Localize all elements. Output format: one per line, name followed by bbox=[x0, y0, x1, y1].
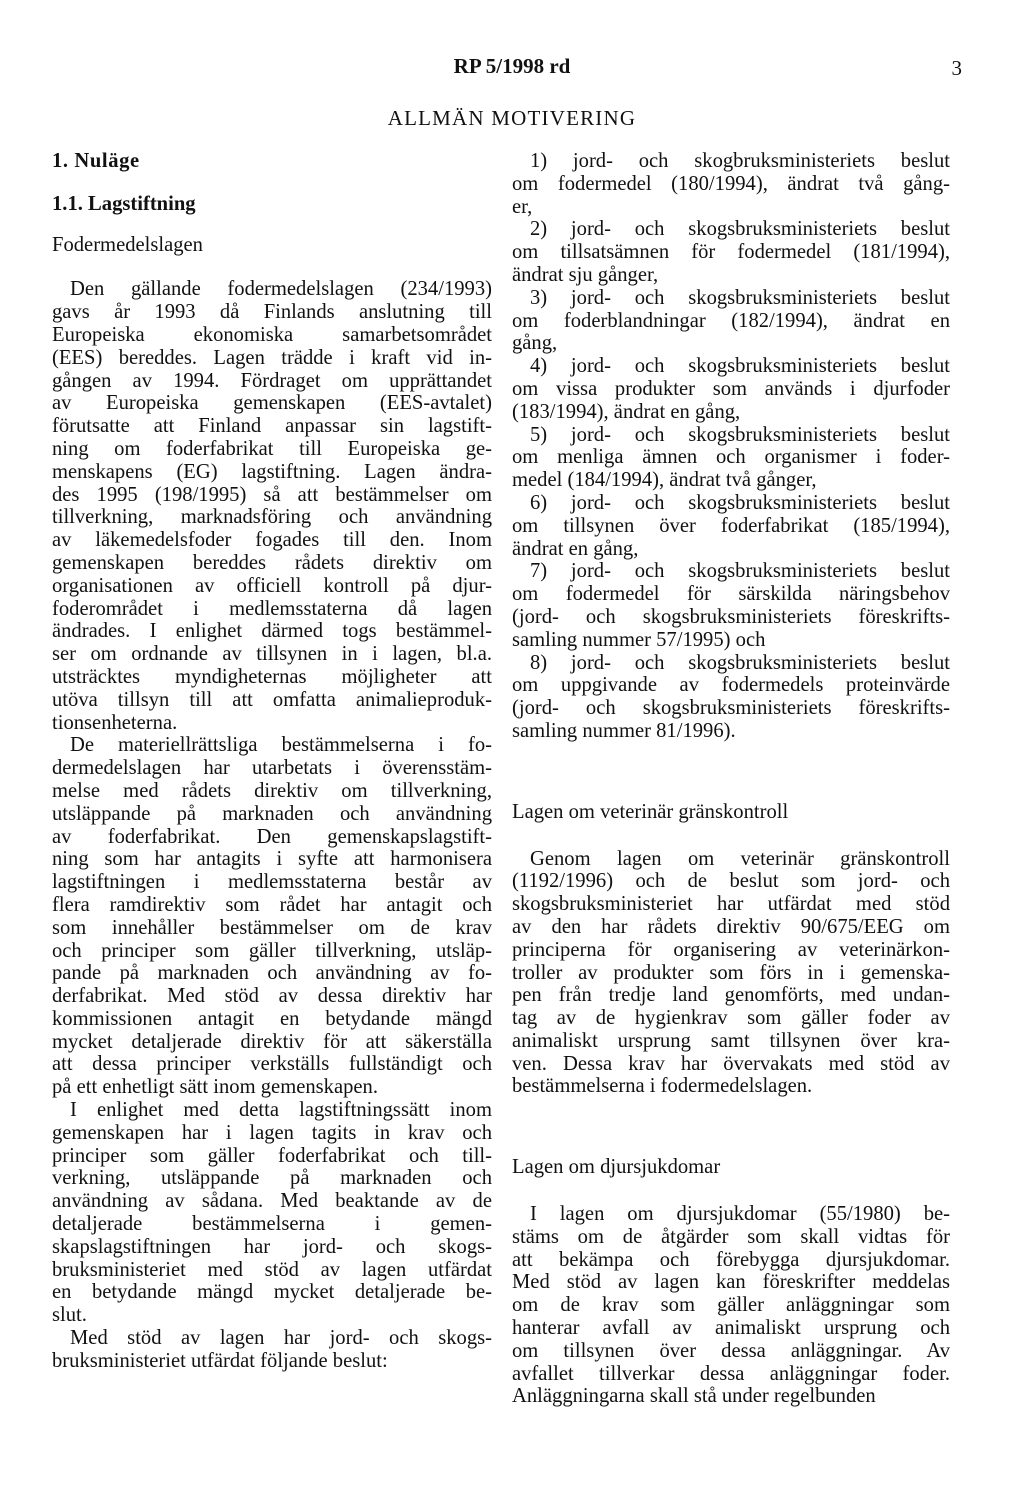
text-line: detaljerade bestämmelserna i gemen- bbox=[52, 1213, 492, 1236]
text-line: ning om foderfabrikat till Europeiska ge- bbox=[52, 437, 492, 460]
text-line: avfallet tillverkar dessa anläggningar foder. bbox=[512, 1362, 950, 1385]
decision-item bbox=[512, 355, 950, 423]
text-line: Med stöd av lagen har jord- och skogs- bbox=[70, 1327, 492, 1350]
subheading-fodermedelslagen: Fodermedelslagen bbox=[52, 233, 203, 256]
text-line: bestämmelserna i fodermedelslagen. bbox=[512, 1075, 813, 1098]
text-line: ning som har antagits i syfte att harmonisera bbox=[52, 848, 492, 871]
text-line: melse med rådets direktiv om tillverkning, bbox=[52, 779, 492, 802]
text-line: 4) jord- och skogsbruksministeriets beslut bbox=[530, 355, 950, 378]
text-line: (jord- och skogsbruksministeriets föreskrifts- bbox=[512, 697, 950, 720]
text-line: av läkemedelsfoder fogades till den. Inom bbox=[52, 529, 492, 552]
decision-item bbox=[512, 560, 950, 651]
text-line: 8) jord- och skogsbruksministeriets beslut bbox=[530, 651, 950, 674]
text-line: om tillsatsämnen för fodermedel (181/1994), bbox=[512, 241, 950, 264]
text-line: Genom lagen om veterinär gränskontroll bbox=[530, 847, 950, 870]
section-paragraph-veterinar bbox=[512, 848, 950, 1099]
text-line: animaliskt ursprung samt tillsynen över kra- bbox=[512, 1029, 950, 1052]
text-line: Den gällande fodermedelslagen (234/1993) bbox=[70, 278, 492, 301]
heading-nulage: 1. Nuläge bbox=[52, 150, 140, 172]
text-line: samling nummer 57/1995) och bbox=[512, 628, 766, 651]
text-line: ändrat sju gånger, bbox=[512, 263, 659, 286]
text-line: av foderfabrikat. Den gemenskapslagstift- bbox=[52, 825, 492, 848]
text-line: om uppgivande av fodermedels proteinvärde bbox=[512, 674, 950, 697]
decision-list bbox=[512, 150, 950, 743]
text-line: en betydande mängd mycket detaljerade be- bbox=[52, 1281, 492, 1304]
main-heading: ALLMÄN MOTIVERING bbox=[387, 106, 637, 130]
text-line: des 1995 (198/1995) så att bestämmelser om bbox=[52, 483, 492, 506]
text-line: medel (184/1994), ändrat två gånger, bbox=[512, 469, 817, 492]
text-line: slut. bbox=[52, 1304, 87, 1327]
decision-item bbox=[512, 492, 950, 560]
section-paragraph-djursjukdomar bbox=[512, 1203, 950, 1408]
text-line: (1192/1996) och de beslut som jord- och bbox=[512, 870, 950, 893]
text-line: gången av 1994. Fördraget om upprättandet bbox=[52, 369, 492, 392]
text-line: (EES) bereddes. Lagen trädde i kraft vid in- bbox=[52, 346, 492, 369]
left-column bbox=[52, 150, 492, 1373]
decision-item bbox=[512, 424, 950, 492]
text-line: derfabrikat. Med stöd av dessa direktiv har bbox=[52, 985, 492, 1008]
text-line: De materiellrättsliga bestämmelserna i fo- bbox=[70, 734, 492, 757]
text-line: ser om ordnande av tillsynen in i lagen, bl.a. bbox=[52, 643, 492, 666]
decision-item bbox=[512, 218, 950, 286]
text-line: (jord- och skogsbruksministeriets föreskrifts- bbox=[512, 605, 950, 628]
text-line: ven. Dessa krav har övervakats med stöd av bbox=[512, 1052, 950, 1075]
text-line: bruksministeriet utfärdat följande beslut: bbox=[52, 1349, 388, 1372]
text-line: om fodermedel (180/1994), ändrat två gång- bbox=[512, 172, 950, 195]
text-line: mycket detaljerade direktiv för att säkerställa bbox=[52, 1030, 492, 1053]
text-line: principerna för organisering av veterinärkon- bbox=[512, 938, 950, 961]
text-line: skogsbruksministeriet har utfärdat med stöd bbox=[512, 893, 950, 916]
text-line: bruksministeriet med stöd av lagen utfärdat bbox=[52, 1258, 492, 1281]
page-number: 3 bbox=[951, 56, 962, 80]
text-line: gavs år 1993 då Finlands anslutning till bbox=[52, 301, 492, 324]
text-line: foderområdet i medlemsstaterna då lagen bbox=[52, 597, 492, 620]
text-line: 1) jord- och skogbruksministeriets beslut bbox=[530, 150, 950, 172]
text-line: samling nummer 81/1996). bbox=[512, 719, 736, 742]
decision-item bbox=[512, 652, 950, 743]
text-line: om tillsynen över dessa anläggningar. Av bbox=[512, 1339, 950, 1362]
paragraph bbox=[52, 1099, 492, 1327]
text-line: troller av produkter som förs in i gemenska- bbox=[512, 961, 950, 984]
text-line: att dessa principer verkställs fullständigt och bbox=[52, 1053, 492, 1076]
text-line: att bekämpa och förebygga djursjukdomar. bbox=[512, 1248, 950, 1271]
text-line: (183/1994), ändrat en gång, bbox=[512, 400, 741, 423]
text-line: 6) jord- och skogsbruksministeriets beslut bbox=[530, 491, 950, 514]
paragraph bbox=[52, 1327, 492, 1373]
text-line: tag av de hygienkrav som gäller foder av bbox=[512, 1007, 950, 1030]
text-line: dermedelslagen har utarbetats i överensstäm- bbox=[52, 757, 492, 780]
text-line: gång, bbox=[512, 332, 558, 355]
text-line: om vissa produkter som används i djurfoder bbox=[512, 377, 950, 400]
text-line: Med stöd av lagen kan föreskrifter meddelas bbox=[512, 1271, 950, 1294]
paragraph bbox=[52, 734, 492, 1099]
running-head: RP 5/1998 rd bbox=[453, 54, 571, 78]
text-line: kommissionen antagit en betydande mängd bbox=[52, 1007, 492, 1030]
text-line: användning av sådana. Med beaktande av de bbox=[52, 1190, 492, 1213]
text-line: om fodermedel för särskilda näringsbehov bbox=[512, 583, 950, 606]
text-line: 3) jord- och skogsbruksministeriets beslut bbox=[530, 286, 950, 309]
text-line: om foderblandningar (182/1994), ändrat en bbox=[512, 309, 950, 332]
text-line: pande på marknaden och användning av fo- bbox=[52, 962, 492, 985]
decision-item bbox=[512, 150, 950, 218]
text-line: om de krav som gäller anläggningar som bbox=[512, 1294, 950, 1317]
text-line: hanterar avfall av animaliskt ursprung och bbox=[512, 1317, 950, 1340]
text-line: stäms om de åtgärder som skall vidtas för bbox=[512, 1225, 950, 1248]
heading-lagstiftning: 1.1. Lagstiftning bbox=[52, 192, 196, 215]
text-line: skapslagstiftningen har jord- och skogs- bbox=[52, 1235, 492, 1258]
text-line: på ett enhetligt sätt inom gemenskapen. bbox=[52, 1076, 378, 1099]
text-line: verkning, utsläppande på marknaden och bbox=[52, 1167, 492, 1190]
text-line: Europeiska ekonomiska samarbetsområdet bbox=[52, 323, 492, 346]
text-line: tillverkning, marknadsföring och användning bbox=[52, 506, 492, 529]
text-line: tionsenheterna. bbox=[52, 711, 178, 734]
paragraph bbox=[52, 278, 492, 734]
text-line: I enlighet med detta lagstiftningssätt inom bbox=[70, 1099, 492, 1122]
text-line: er, bbox=[512, 195, 533, 218]
right-column bbox=[512, 150, 950, 1408]
text-line: utsträcktes myndigheternas möjligheter att bbox=[52, 665, 492, 688]
text-line: lagstiftningen i medlemsstaterna består av bbox=[52, 871, 492, 894]
text-line: och principer som gäller tillverkning, utsläp- bbox=[52, 939, 492, 962]
text-line: utöva tillsyn till att omfatta animalieproduk- bbox=[52, 688, 492, 711]
text-line: om tillsynen över foderfabrikat (185/1994), bbox=[512, 514, 950, 537]
text-line: 2) jord- och skogsbruksministeriets beslut bbox=[530, 218, 950, 241]
text-line: gemenskapen bereddes rådets direktiv om bbox=[52, 551, 492, 574]
text-line: 5) jord- och skogsbruksministeriets beslut bbox=[530, 423, 950, 446]
text-line: pen från tredje land genomförts, med undan- bbox=[512, 984, 950, 1007]
text-line: principer som gäller foderfabrikat och till- bbox=[52, 1144, 492, 1167]
text-line: gemenskapen har i lagen tagits in krav och bbox=[52, 1121, 492, 1144]
text-line: ändrades. I enlighet därmed togs bestämmel- bbox=[52, 620, 492, 643]
left-paragraphs bbox=[52, 278, 492, 1372]
text-line: utsläppande på marknaden och användning bbox=[52, 802, 492, 825]
text-line: I lagen om djursjukdomar (55/1980) be- bbox=[530, 1203, 950, 1226]
section-title-veterinar: Lagen om veterinär gränskontroll bbox=[512, 800, 789, 823]
text-line: av den har rådets direktiv 90/675/EEG om bbox=[512, 915, 950, 938]
section-title-djursjukdomar: Lagen om djursjukdomar bbox=[512, 1156, 721, 1179]
text-line: förutsatte att Finland anpassar sin lagstift- bbox=[52, 415, 492, 438]
text-line: Anläggningarna skall stå under regelbunden bbox=[512, 1385, 876, 1408]
text-line: menskapens (EG) lagstiftning. Lagen ändra- bbox=[52, 460, 492, 483]
text-line: som innehåller bestämmelser om de krav bbox=[52, 916, 492, 939]
text-line: om menliga ämnen och organismer i foder- bbox=[512, 446, 950, 469]
decision-item bbox=[512, 287, 950, 355]
text-line: av Europeiska gemenskapen (EES-avtalet) bbox=[52, 392, 492, 415]
text-line: ändrat en gång, bbox=[512, 537, 639, 560]
text-line: flera ramdirektiv som rådet har antagit och bbox=[52, 893, 492, 916]
text-line: 7) jord- och skogsbruksministeriets beslut bbox=[530, 560, 950, 583]
text-line: organisationen av officiell kontroll på djur- bbox=[52, 574, 492, 597]
